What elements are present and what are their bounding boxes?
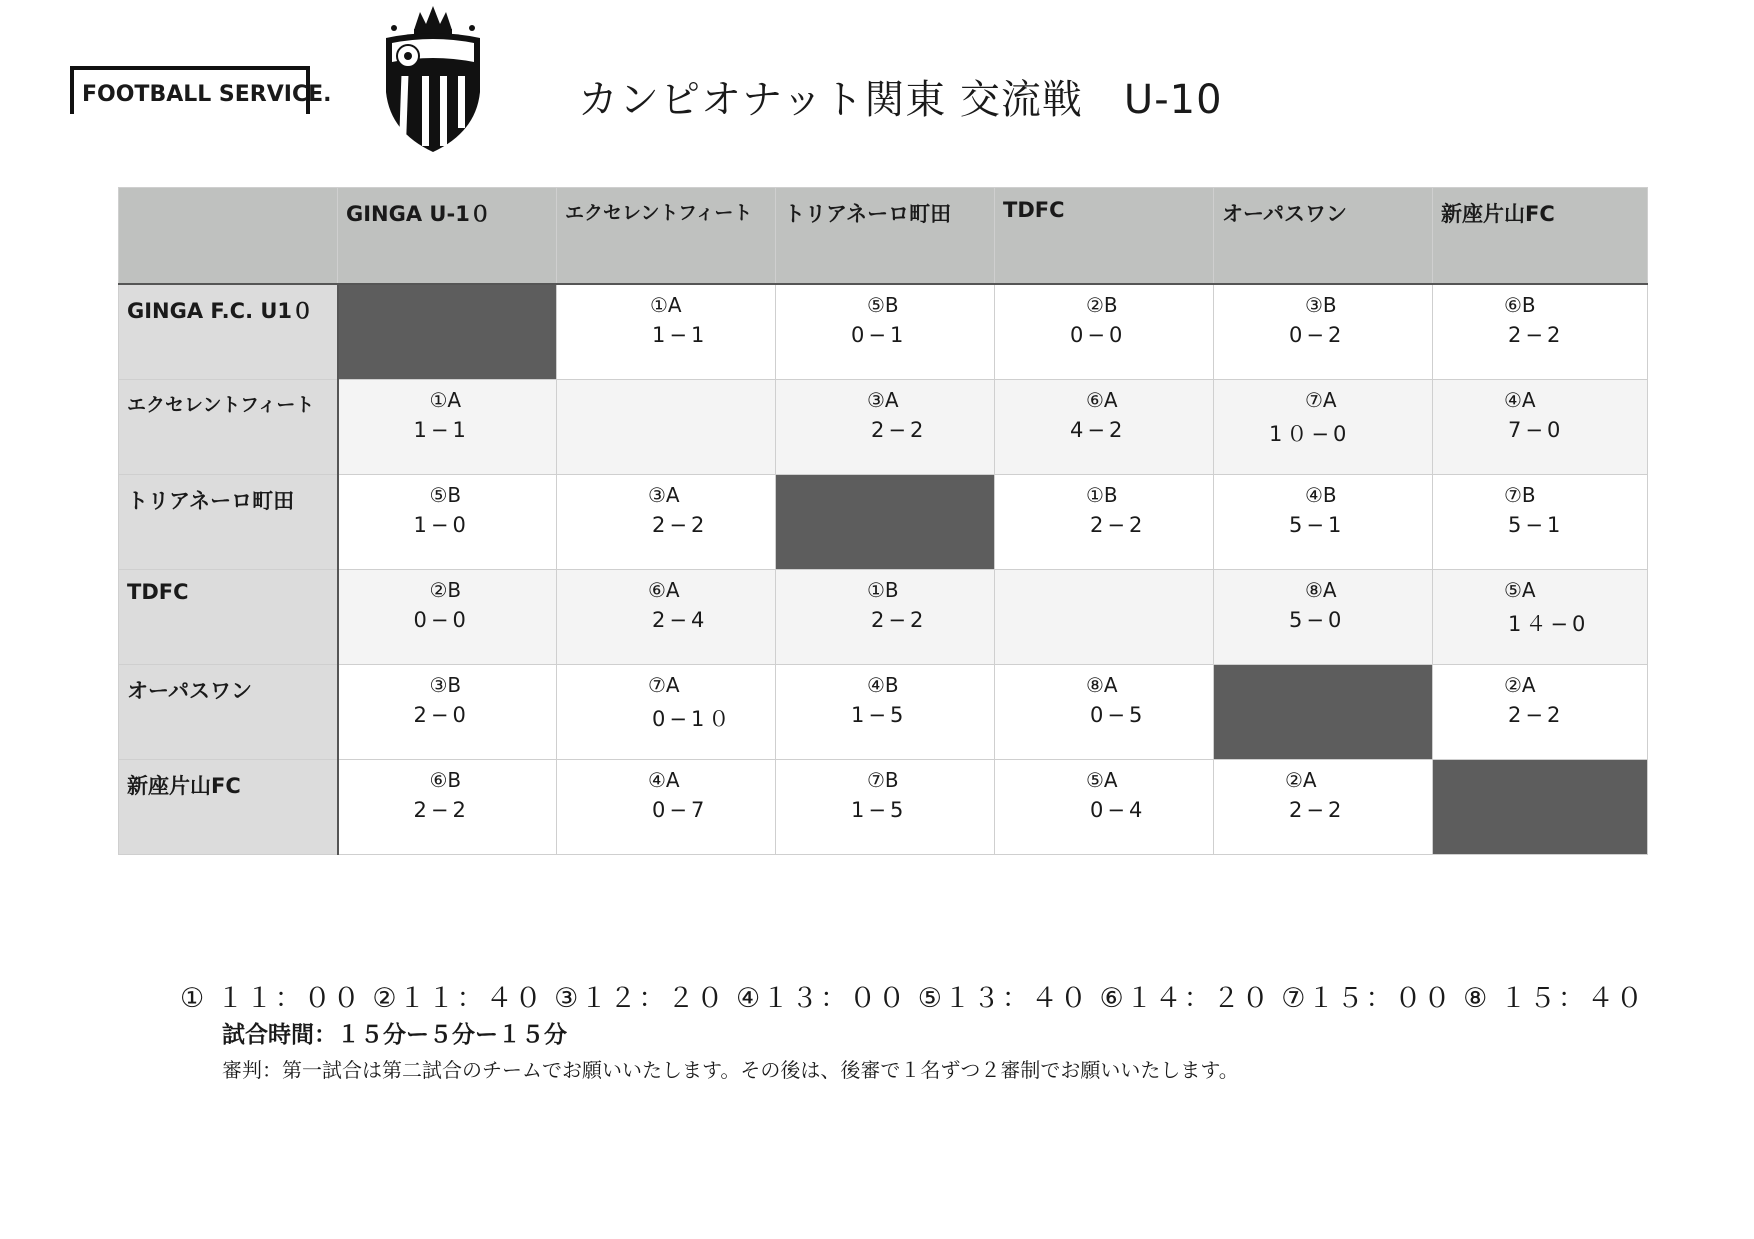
table-row [119,665,1648,760]
match-slot-label: ⑦A [648,673,680,697]
match-score: 1−1 [413,418,470,442]
table-row [119,570,1648,665]
match-slot-label: ④B [867,673,899,697]
column-header [338,188,557,285]
match-score: 2−2 [1289,798,1346,822]
column-header-label: 新座片山FC [1441,202,1555,226]
match-slot-label: ①A [429,388,462,412]
column-header-label: GINGA U-1０ [346,202,491,226]
match-cell [776,284,995,380]
row-header [119,665,338,760]
row-header [119,475,338,570]
referee-note: 審判：第一試合は第二試合のチームでお願いいたします。その後は、後審で１名ずつ２審制でお願いいたします。 [222,1058,1239,1082]
match-slot-label: ①B [1086,483,1118,507]
column-header [557,188,776,285]
match-score: 0−1０ [652,707,734,731]
row-header [119,380,338,475]
row-header-label: オーパスワン [127,679,252,703]
football-service-logo [70,66,332,114]
match-score: 0−2 [1289,323,1346,347]
match-cell [557,284,776,380]
match-slot-label: ⑤A [1504,578,1536,602]
page-title: カンピオナット関東 交流戦 U-10 [578,77,1223,123]
self-match-cell [995,570,1214,665]
match-score: 0−7 [652,798,709,822]
match-slot-label: ⑥B [429,768,462,792]
self-match-cell [1433,760,1648,855]
match-cell [1214,475,1433,570]
kickoff-times: ① １１：００ ②１１：４０ ③１２：２０ ④１３：００ ⑤１３：４０ ⑥１４：２０ ⑦１５：００ ⑧ １５：４０ [180,983,1645,1014]
match-cell [1214,380,1433,475]
match-cell [1214,284,1433,380]
football-service-logo-text: FOOTBALL SERVICE. [82,82,332,107]
row-header-label: トリアネーロ町田 [127,489,295,513]
match-cell [338,665,557,760]
match-cell [995,284,1214,380]
match-slot-label: ③B [429,673,462,697]
match-cell [557,570,776,665]
match-score: 1４−0 [1508,612,1590,636]
match-cell [1214,570,1433,665]
match-slot-label: ⑦B [867,768,899,792]
match-score: 1−5 [851,703,908,727]
match-score: 0−0 [413,608,470,632]
column-header-label: トリアネーロ町田 [784,202,952,226]
row-header [119,760,338,855]
match-slot-label: ①A [650,293,682,317]
match-slot-label: ⑦A [1305,388,1337,412]
match-score: 0−0 [1070,323,1127,347]
match-grid-table [118,187,1648,855]
match-cell [1433,380,1648,475]
match-score: 5−0 [1289,608,1346,632]
match-score: 1−0 [413,513,470,537]
match-slot-label: ⑦B [1504,483,1536,507]
match-score: 5−1 [1289,513,1346,537]
match-slot-label: ②B [1086,293,1118,317]
row-header-label: エクセレントフィート [127,394,315,416]
match-cell [776,665,995,760]
match-slot-label: ⑤A [1086,768,1118,792]
table-row [119,380,1648,475]
column-header-label: エクセレントフィート [565,202,753,224]
match-score: 1−1 [652,323,709,347]
match-slot-label: ⑥A [1086,388,1118,412]
match-score: 2−2 [871,418,928,442]
row-header-label: TDFC [127,580,189,604]
match-cell [776,760,995,855]
match-cell [338,760,557,855]
match-slot-label: ⑥B [1504,293,1536,317]
match-score: 1０−0 [1269,422,1351,446]
match-score: 1−5 [851,798,908,822]
match-slot-label: ④A [1504,388,1536,412]
column-header-label: オーパスワン [1222,202,1347,226]
match-cell [995,760,1214,855]
match-slot-label: ②B [429,578,462,602]
match-score: 2−4 [652,608,709,632]
row-header [119,570,338,665]
match-slot-label: ⑧A [1086,673,1118,697]
match-cell [1433,665,1648,760]
row-header-label: 新座片山FC [127,774,241,798]
match-slot-label: ③A [867,388,899,412]
corner-cell [119,188,338,285]
campeonato-crest-logo [376,2,490,154]
self-match-cell [1214,665,1433,760]
match-score: 7−0 [1508,418,1565,442]
column-header-label: TDFC [1003,198,1065,222]
match-cell [338,570,557,665]
self-match-cell [557,380,776,475]
match-score: 0−1 [851,323,908,347]
self-match-cell [776,475,995,570]
match-duration: 試合時間：１５分ー５分ー１５分 [222,1022,567,1048]
match-slot-label: ④B [1305,483,1337,507]
match-cell [557,665,776,760]
match-cell [338,475,557,570]
self-match-cell [338,284,557,380]
column-header [1214,188,1433,285]
table-row [119,760,1648,855]
match-cell [338,380,557,475]
match-slot-label: ①B [867,578,899,602]
match-score: 2−2 [1508,323,1565,347]
match-score: 2−2 [871,608,928,632]
match-slot-label: ④A [648,768,680,792]
match-slot-label: ③A [648,483,680,507]
match-cell [1433,475,1648,570]
table-row [119,475,1648,570]
table-row [119,284,1648,380]
match-cell [1214,760,1433,855]
match-slot-label: ⑤B [429,483,462,507]
match-score: 2−2 [1090,513,1147,537]
match-cell [995,665,1214,760]
match-score: 2−2 [413,798,470,822]
match-score: 5−1 [1508,513,1565,537]
match-cell [557,760,776,855]
header-row [119,188,1648,285]
match-cell [776,380,995,475]
match-cell [995,475,1214,570]
match-score: 0−5 [1090,703,1147,727]
match-score: 4−2 [1070,418,1127,442]
match-cell [557,475,776,570]
match-score: 2−0 [413,703,470,727]
column-header [776,188,995,285]
match-score: 0−4 [1090,798,1147,822]
match-cell [1433,570,1648,665]
row-header [119,284,338,380]
match-slot-label: ③B [1305,293,1337,317]
match-cell [1433,284,1648,380]
match-slot-label: ⑤B [867,293,899,317]
match-slot-label: ⑧A [1305,578,1337,602]
match-slot-label: ②A [1504,673,1536,697]
row-header-label: GINGA F.C. U1０ [127,299,314,323]
match-cell [776,570,995,665]
column-header [995,188,1214,285]
match-slot-label: ②A [1285,768,1317,792]
match-slot-label: ⑥A [648,578,680,602]
match-score: 2−2 [1508,703,1565,727]
match-score: 2−2 [652,513,709,537]
column-header [1433,188,1648,285]
match-cell [995,380,1214,475]
